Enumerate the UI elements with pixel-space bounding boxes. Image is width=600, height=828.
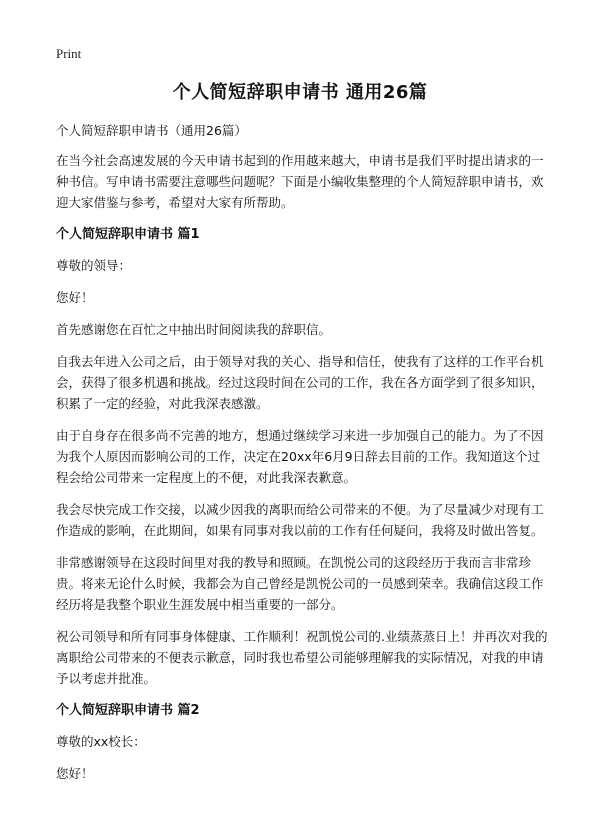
body-paragraph: 首先感谢您在百忙之中抽出时间阅读我的辞职信。 — [56, 322, 332, 337]
print-link[interactable]: Print — [56, 46, 82, 61]
body-paragraph: 祝公司领导和所有同事身体健康、工作顺利！祝凯悦公司的.业绩蒸蒸日上！并再次对我的离职给公司带来的不便表示歉意，同时我也希望公司能够理解我的实际情况，对我的申请予以考虑并批准。 — [56, 629, 548, 686]
hello-1: 您好！ — [56, 290, 94, 305]
body-paragraph: 非常感谢领导在这段时间里对我的教导和照顾。在凯悦公司的这段经历于我而言非常珍贵。将来无论什么时候，我都会为自己曾经是凯悦公司的一员感到荣幸。我确信这段工作经历将是我整个职业生涯发展中相当重要的一部分。 — [56, 555, 544, 612]
greeting-2: 尊敬的xx校长： — [56, 734, 146, 749]
document-subtitle: 个人简短辞职申请书（通用26篇） — [56, 123, 247, 138]
section-heading-1: 个人简短辞职申请书 篇1 — [56, 227, 200, 242]
body-paragraph: 我会尽快完成工作交接，以减少因我的离职而给公司带来的不便。为了尽量减少对现有工作造成的影响，在此期间，如果有同事对我以前的工作有任何疑问，我将及时做出答复。 — [56, 502, 544, 538]
greeting-1: 尊敬的领导： — [56, 258, 132, 273]
page-title: 个人简短辞职申请书 通用26篇 — [172, 82, 428, 103]
hello-2: 您好！ — [56, 766, 94, 781]
body-paragraph: 由于自身存在很多尚不完善的地方，想通过继续学习来进一步加强自己的能力。为了不因为我个人原因而影响公司的工作，决定在20xx年6月9日辞去目前的工作。我知道这个过程会给公司带来一定程度上的不便，对此我深表歉意。 — [56, 428, 544, 485]
section-heading-2: 个人简短辞职申请书 篇2 — [56, 703, 200, 718]
body-paragraph: 自我去年进入公司之后，由于领导对我的关心、指导和信任，使我有了这样的工作平台机会，获得了很多机遇和挑战。经过这段时间在公司的工作，我在各方面学到了很多知识，积累了一定的经验，对此我深表感激。 — [56, 354, 544, 411]
intro-paragraph: 在当今社会高速发展的今天申请书起到的作用越来越大，申请书是我们平时提出请求的一种书信。写申请书需要注意哪些问题呢？下面是小编收集整理的个人简短辞职申请书，欢迎大家借鉴与参考，希望对大家有所帮助。 — [56, 153, 544, 210]
document-body — [56, 120, 552, 795]
